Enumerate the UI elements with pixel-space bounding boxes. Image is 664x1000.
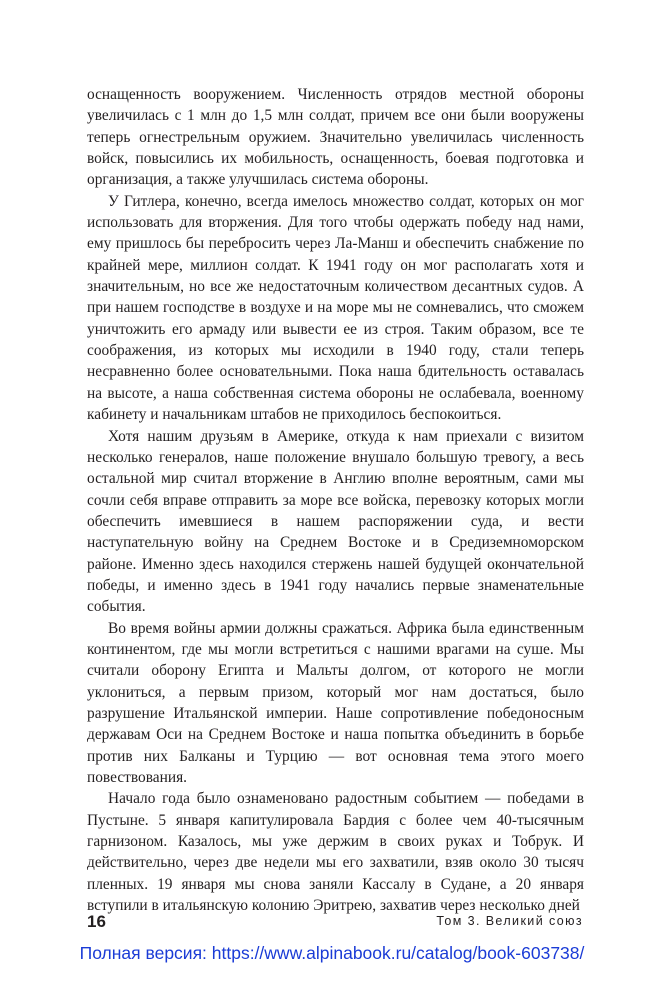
paragraph-2: У Гитлера, конечно, всегда имелось множество солдат, которых он мог использовать для вторжения. Для того чтобы одержать победу над нами, ему пришлось бы перебросить через Ла-Манш и обеспечить снабжение по крайней мере, миллион солдат. К 1941 году он мог располагать хотя и значительным, но все же недостаточным количеством десантных судов. А при нашем господстве в воздухе и на море мы не сомневались, что сможем уничтожить его армаду или вывести ее из строя. Таким образом, все те соображения, из которых мы исходили в 1940 году, стали теперь несравненно более основательными. Пока наша бдительность оставалась на высоте, а наша собственная система обороны не ослабевала, военному кабинету и начальникам штабов не приходилось беспокоиться. bbox=[87, 192, 584, 424]
page-number: 16 bbox=[87, 912, 106, 931]
paragraph-5: Начало года было ознаменовано радостным событием — победами в Пустыне. 5 января капитулировала Бардия с более чем 40-тысячным гарнизоном. Казалось, мы уже держим в своих руках и Тобрук. И действительно, через две недели мы его захватили, взяв около 30 тысяч пленных. 19 января мы снова заняли Кассалу в Судане, а 20 января вступили в итальянскую колонию Эритрею, захватив через несколько дней bbox=[87, 790, 584, 915]
paragraph-4: Во время войны армии должны сражаться. Африка была единственным континентом, где мы могли встретиться с нашими врагами на суше. Мы считали оборону Египта и Мальты долгом, от которого не могли уклониться, а первым призом, который мог нам достаться, было разрушение Итальянской империи. Наше сопротивление победоносным державам Оси на Среднем Востоке и наша попытка объединить в борьбе против них Балканы и Турцию — вот основная тема этого моего повествования. bbox=[87, 619, 584, 786]
full-version-link[interactable]: Полная версия: https://www.alpinabook.ru/catalog/book-603738/ bbox=[79, 943, 585, 963]
body-text bbox=[87, 84, 584, 916]
paragraph-3: Хотя нашим друзьям в Америке, откуда к нам приехали с визитом несколько генералов, наше положение внушало большую тревогу, а весь остальной мир считал вторжение в Англию вполне вероятным, сами мы сочли себя вправе отправить за море все войска, перевозку которых могли обеспечить имевшиеся в нашем распоряжении суда, и вести наступательную войну на Среднем Востоке и в Средиземноморском районе. Именно здесь находился стержень нашей будущей окончательной победы, и именно здесь в 1941 году начались первые знаменательные события. bbox=[87, 427, 584, 616]
running-head: Том 3. Великий союз bbox=[436, 914, 583, 928]
paragraph-1: оснащенность вооружением. Численность отрядов местной обороны увеличилась с 1 млн до 1,5 млн солдат, причем все они были вооружены теперь огнестрельным оружием. Значительно увеличилась численность войск, повысились их мобильность, оснащенность, боевая подготовка и организация, а также улучшилась система обороны. bbox=[87, 86, 584, 189]
